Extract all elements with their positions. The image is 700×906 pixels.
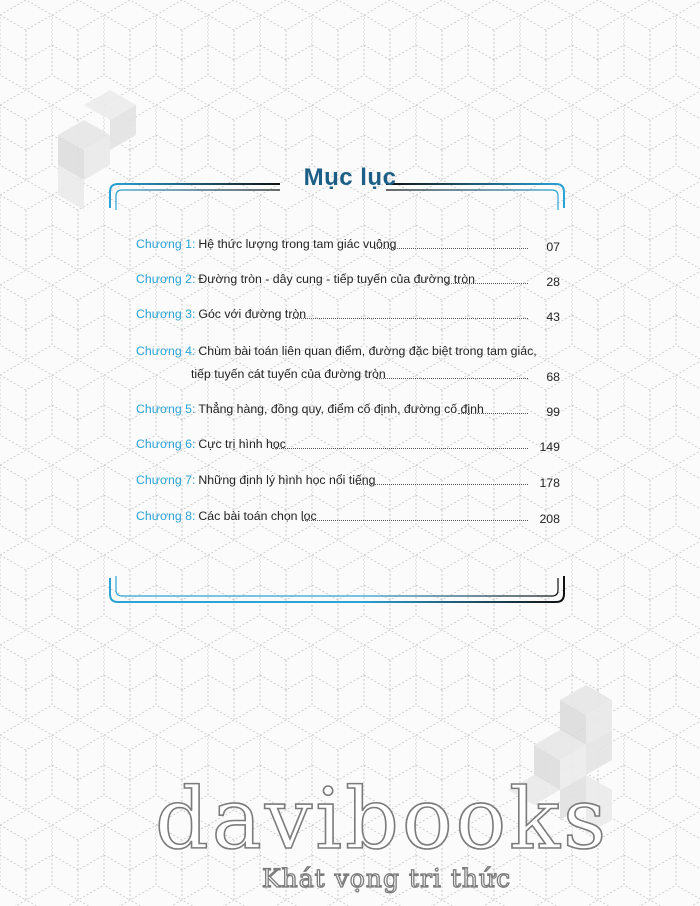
page-number: 178 bbox=[539, 476, 560, 490]
chapter-title-continued: tiếp tuyến cát tuyến của đường tròn bbox=[191, 367, 386, 381]
chapter-title: Đường tròn - dây cung - tiếp tuyến của đường tròn bbox=[198, 272, 476, 286]
chapter-title: Các bài toán chọn lọc bbox=[198, 509, 317, 523]
chapter-label: Chương 1: bbox=[136, 237, 196, 251]
chapter-label: Chương 5: bbox=[136, 402, 196, 416]
page-number: 43 bbox=[546, 310, 560, 324]
chapter-label: Chương 7: bbox=[136, 473, 196, 487]
chapter-title: Góc với đường tròn bbox=[198, 307, 307, 321]
chapter-title: Hệ thức lượng trong tam giác vuông bbox=[198, 237, 397, 251]
page-number: 149 bbox=[539, 440, 560, 454]
page-number: 07 bbox=[546, 240, 560, 254]
page-number: 99 bbox=[546, 405, 560, 419]
page-title: Mục lục bbox=[303, 164, 397, 191]
chapter-title: Những định lý hình học nổi tiếng bbox=[198, 473, 376, 487]
chapter-label: Chương 4: bbox=[136, 344, 196, 358]
chapter-label: Chương 3: bbox=[136, 307, 196, 321]
chapter-title: Thẳng hàng, đồng quy, điểm cố định, đường cố định bbox=[198, 402, 484, 416]
page-number: 68 bbox=[546, 370, 560, 384]
chapter-title: Chùm bài toán liên quan điểm, đường đặc biệt trong tam giác, bbox=[198, 344, 537, 358]
page-number: 208 bbox=[539, 512, 560, 526]
brand-slogan: Khát vọng tri thức bbox=[262, 864, 512, 893]
brand-logo-text: davibooks bbox=[155, 770, 610, 868]
chapter-title: Cực trị hình học bbox=[198, 437, 286, 451]
chapter-label: Chương 6: bbox=[136, 437, 196, 451]
chapter-label: Chương 2: bbox=[136, 272, 196, 286]
page-number: 28 bbox=[546, 275, 560, 289]
chapter-label: Chương 8: bbox=[136, 509, 196, 523]
